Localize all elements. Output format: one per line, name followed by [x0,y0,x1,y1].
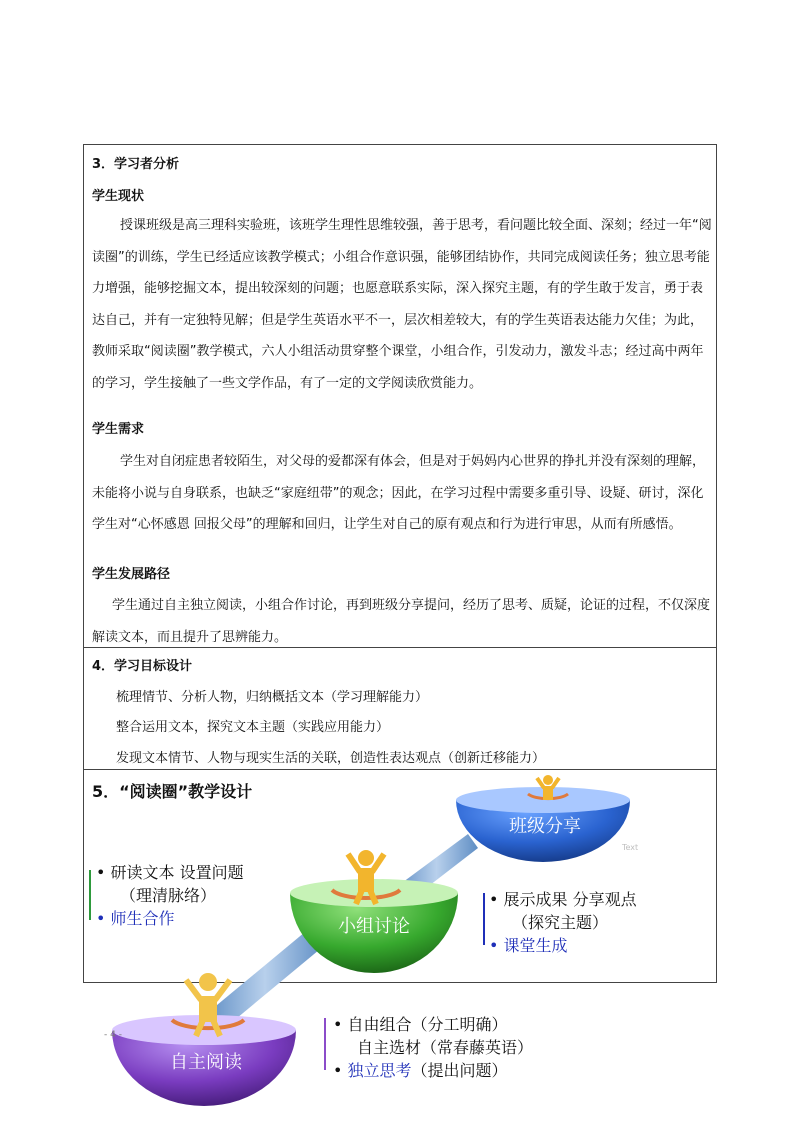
section4-title: 4．学习目标设计 [92,659,193,674]
left-bullet-line2: （理清脉络） [120,886,217,905]
goal-item: 发现文本情节、人物与现实生活的关联，创造性表达观点（创新迁移能力） [116,751,546,766]
right-bullet-item-highlight: • 课堂生成 [489,936,568,955]
accent-bar [89,870,91,920]
right-bullet-line1: 展示成果 分享观点 [503,890,637,909]
section3-sub-status: 学生现状 [92,189,145,204]
section3-para-path: 学生通过自主独立阅读，小组合作讨论，再到班级分享提问，经历了思考、质疑，论证的过程，不仅深度解读文本，而且提升了思辨能力。 [92,598,711,645]
goal-item: 梳理情节、分析人物，归纳概括文本（学习理解能力） [116,690,429,705]
left-bullet-item-highlight: • 师生合作 [96,909,175,928]
section5-title: 5．“阅读圈”教学设计 [92,782,253,801]
right-bullet-line2: （探究主题） [512,913,609,932]
connector-rod [205,932,325,1028]
page-number: - 4 - [104,1030,122,1040]
section3-sub-path: 学生发展路径 [92,567,171,582]
bottom-bullet-item: • 自由组合（分工明确） [333,1015,508,1034]
left-bullet-line1: 研读文本 设置问题 [110,863,244,882]
watermark-text: Text [622,843,639,852]
left-bullet-line3: 师生合作 [110,909,175,928]
bottom-bullet-line3b: （提出问题） [411,1061,508,1080]
right-bullet-line3: 课堂生成 [503,936,568,955]
left-bullet-item: • 研读文本 设置问题 [96,863,244,882]
goal-item: 整合运用文本，探究文本主题（实践应用能力） [116,720,390,735]
accent-bar [324,1018,326,1070]
stage-label-self-read: 自主阅读 [170,1052,242,1073]
section3-title: 3．学习者分析 [92,157,180,172]
section3-para-needs: 学生对自闭症患者较陌生，对父母的爱都深有体会，但是对于妈妈内心世界的挣扎并没有深刻的理解，未能将小说与自身联系，也缺乏“家庭纽带”的观念；因此，在学习过程中需要多重引导、设疑、研讨，深化学生对“心怀感恩 回报父母”的理解和回归，让学生对自己的原有观点和行为进行审思，从而有所感悟。 [92,454,706,532]
section3-sub-needs: 学生需求 [92,422,145,437]
bottom-bullet-line1: 自由组合（分工明确） [347,1015,508,1034]
bottom-bullet-line2: 自主选材（常春藤英语） [357,1038,534,1057]
bottom-bullet-item-highlight: • 独立思考（提出问题） [333,1061,508,1080]
accent-bar [483,893,485,945]
right-bullet-item: • 展示成果 分享观点 [489,890,637,909]
bottom-bullet-line3a: 独立思考 [347,1061,412,1080]
section3-para-status: 授课班级是高三理科实验班，该班学生理性思维较强，善于思考，看问题比较全面、深刻；经过一年“阅读圈”的训练，学生已经适应该教学模式；小组合作意识强，能够团结协作，共同完成阅读任务；独立思考能力增强，能够挖掘文本，提出较深刻的问题；也愿意联系实际，深入探究主题，有的学生敢于发言，勇于表达自己，并有一定独特见解；但是学生英语水平不一，层次相差较大，有的学生英语表达能力欠佳；为此，教师采取“阅读圈”教学模式，六人小组活动贯穿整个课堂，小组合作，引发动力，激发斗志；经过高中两年的学习，学生接触了一些文学作品，有了一定的文学阅读欣赏能力。 [92,218,712,391]
stage-label-group-discuss: 小组讨论 [338,916,410,937]
stage-label-class-share: 班级分享 [509,816,581,837]
